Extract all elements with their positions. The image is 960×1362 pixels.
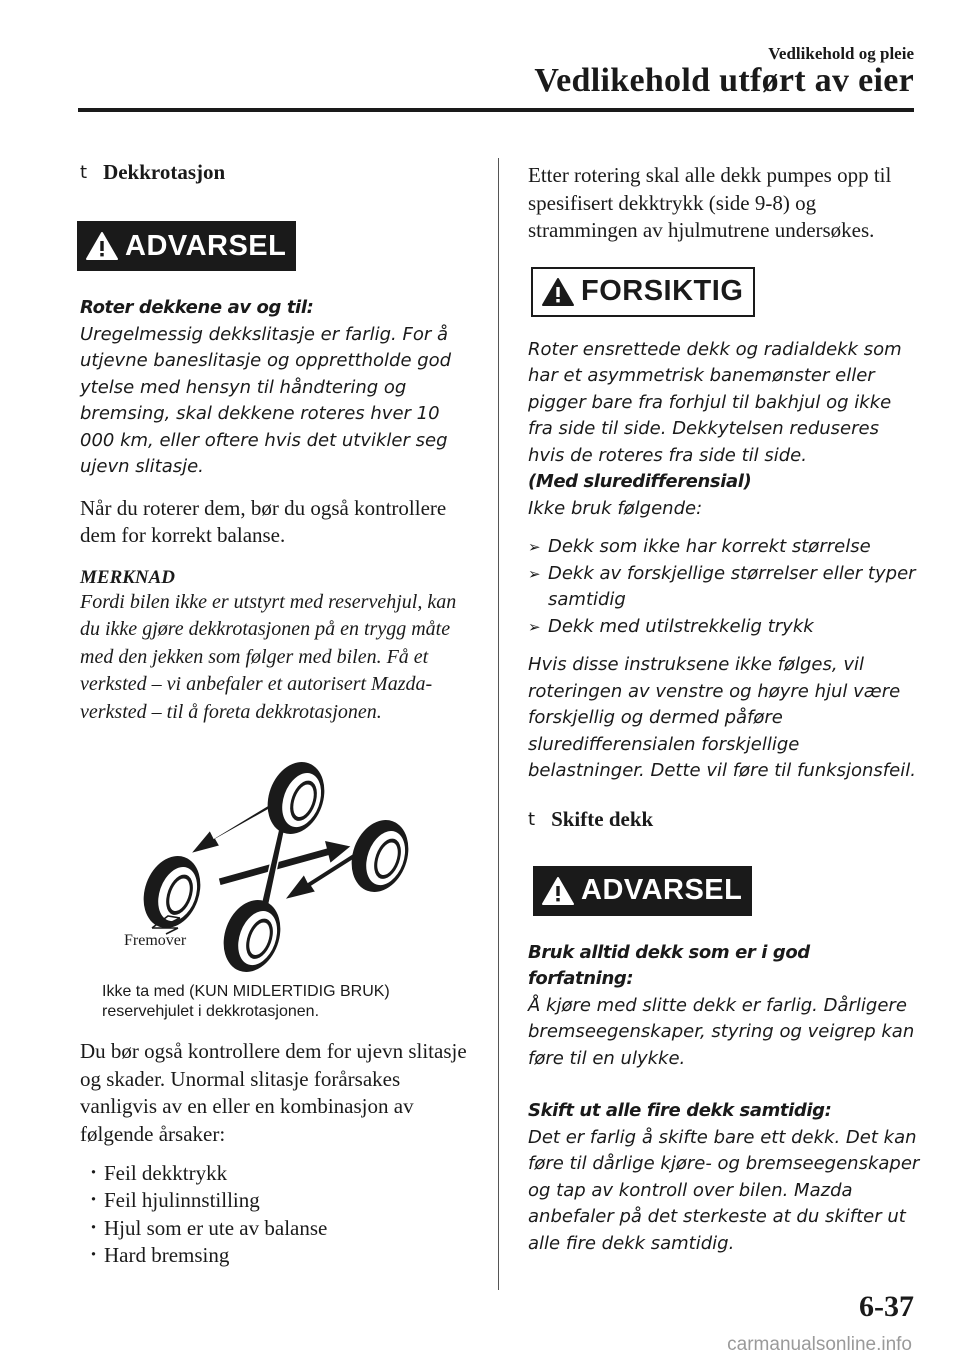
wear-paragraph: Du bør også kontrollere dem for ujevn slitasje og skader. Unormal slitasje forårsakes vanligvis av en eller en kombinasjon av følgende årsaker: xyxy=(80,1039,467,1146)
warning-label: ADVARSEL xyxy=(125,229,287,262)
list-item: · Feil hjulinnstilling xyxy=(88,1187,475,1214)
section-marker: t xyxy=(80,162,88,183)
warning2-text: Det er farlig å skifte bare ett dekk. Det kan føre til dårlige kjøre- og bremseegenskaper og tap av kontroll over bilen. Mazda anbefaler på det sterkeste at du skifter ut alle fire dekk samtidig. xyxy=(528,1126,920,1254)
tire-rear-right xyxy=(342,812,418,900)
warning-triangle-icon xyxy=(85,231,119,261)
figure-caption: Ikke ta med (KUN MIDLERTIDIG BRUK) reservehjulet i dekkrotasjonen. xyxy=(102,983,390,1020)
warning1-title: Bruk alltid dekk som er i god forfatning: xyxy=(528,941,810,989)
list-item: · Feil dekktrykk xyxy=(88,1160,475,1187)
left-column xyxy=(80,160,475,1269)
warning-text: Uregelmessig dekkslitasje er farlig. For å utjevne baneslitasje og opprettholde god ytelse med hensyn til håndtering og bremsing, skal dekkene roteres hver 10 000 km, eller oftere hvis det utvikler seg ujevn slitasje. xyxy=(80,323,452,477)
heading-text: Skifte dekk xyxy=(551,806,654,831)
note-block xyxy=(80,567,475,727)
warning-badge xyxy=(77,221,296,271)
tire-rotation-figure xyxy=(80,746,475,978)
warning-body xyxy=(528,940,920,1258)
watermark: carmanualsonline.info xyxy=(727,1334,912,1355)
tire-rear-left xyxy=(258,754,334,842)
list-item: ➢ Dekk med utilstrekkelig trykk xyxy=(528,614,920,641)
caution-triangle-icon xyxy=(541,277,575,307)
caution-conclusion: Hvis disse instruksene ikke følges, vil roteringen av venstre og høyre hjul være forskjellig og dermed påføre sluredifferensialen forskjellige belastninger. Dette vil føre til funksjonsfeil. xyxy=(528,654,916,781)
page-number: 6-37 xyxy=(859,1290,914,1323)
arrow-cross-1 xyxy=(218,840,352,886)
section-heading-tire-change xyxy=(528,807,920,832)
caution-items-list xyxy=(528,534,920,640)
wear-causes-list xyxy=(88,1160,475,1269)
forward-label: Fremover xyxy=(124,932,187,949)
warning2-title: Skift ut alle fire dekk samtidig: xyxy=(528,1100,832,1121)
section-heading-tire-rotation xyxy=(80,160,475,185)
balance-paragraph: Når du roterer dem, bør du også kontrollere dem for korrekt balanse. xyxy=(80,495,447,547)
note-text: Fordi bilen ikke er utstyrt med reservehjul, kan du ikke gjøre dekkrotasjonen på en trygg måte med den jekken som følger med bilen. Få et verksted – vi anbefaler et autorisert Mazda-verksted – til å foreta dekkrotasjonen. xyxy=(80,590,457,723)
pressure-paragraph: Etter rotering skal alle dekk pumpes opp til spesifisert dekktrykk (side 9-8) og strammingen av hjulmutrene undersøkes. xyxy=(528,163,892,242)
right-column xyxy=(528,160,920,1257)
heading-text: Dekkrotasjon xyxy=(103,160,226,184)
caution-subtitle: (Med sluredifferensial) xyxy=(528,471,752,492)
list-item: ➢ Dekk av forskjellige størrelser eller typer samtidig xyxy=(528,561,920,614)
column-divider xyxy=(498,158,499,1290)
note-heading: MERKNAD xyxy=(80,566,176,588)
list-item: · Hjul som er ute av balanse xyxy=(88,1215,475,1242)
section-title: Vedlikehold utført av eier xyxy=(534,62,914,99)
warning-body xyxy=(80,295,475,481)
tire-front-right xyxy=(214,892,290,978)
caution-text: Roter ensrettede dekk og radialdekk som har et asymmetrisk banemønster eller pigger bare fra forhjul til bakhjul og ikke fra side til side. Dekkytelsen reduseres hvis de roteres fra side til side. xyxy=(528,338,902,466)
list-item: · Hard bremsing xyxy=(88,1242,475,1269)
chapter-title: Vedlikehold og pleie xyxy=(768,44,914,63)
tire-front-left xyxy=(134,848,210,936)
caution-badge xyxy=(531,267,755,317)
warning-badge xyxy=(533,866,752,916)
caution-label: FORSIKTIG xyxy=(581,275,744,307)
warning-triangle-icon xyxy=(541,876,575,906)
header-rule xyxy=(78,108,914,112)
warning-title: Roter dekkene av og til: xyxy=(80,297,314,318)
caution-intro: Ikke bruk følgende: xyxy=(528,497,703,519)
caution-body xyxy=(528,337,920,523)
warning-label: ADVARSEL xyxy=(581,874,743,906)
list-item: ➢ Dekk som ikke har korrekt størrelse xyxy=(528,534,920,561)
section-marker: t xyxy=(528,808,536,830)
warning1-text: Å kjøre med slitte dekk er farlig. Dårligere bremseegenskaper, styring og veigrep kan føre til en ulykke. xyxy=(528,994,915,1069)
